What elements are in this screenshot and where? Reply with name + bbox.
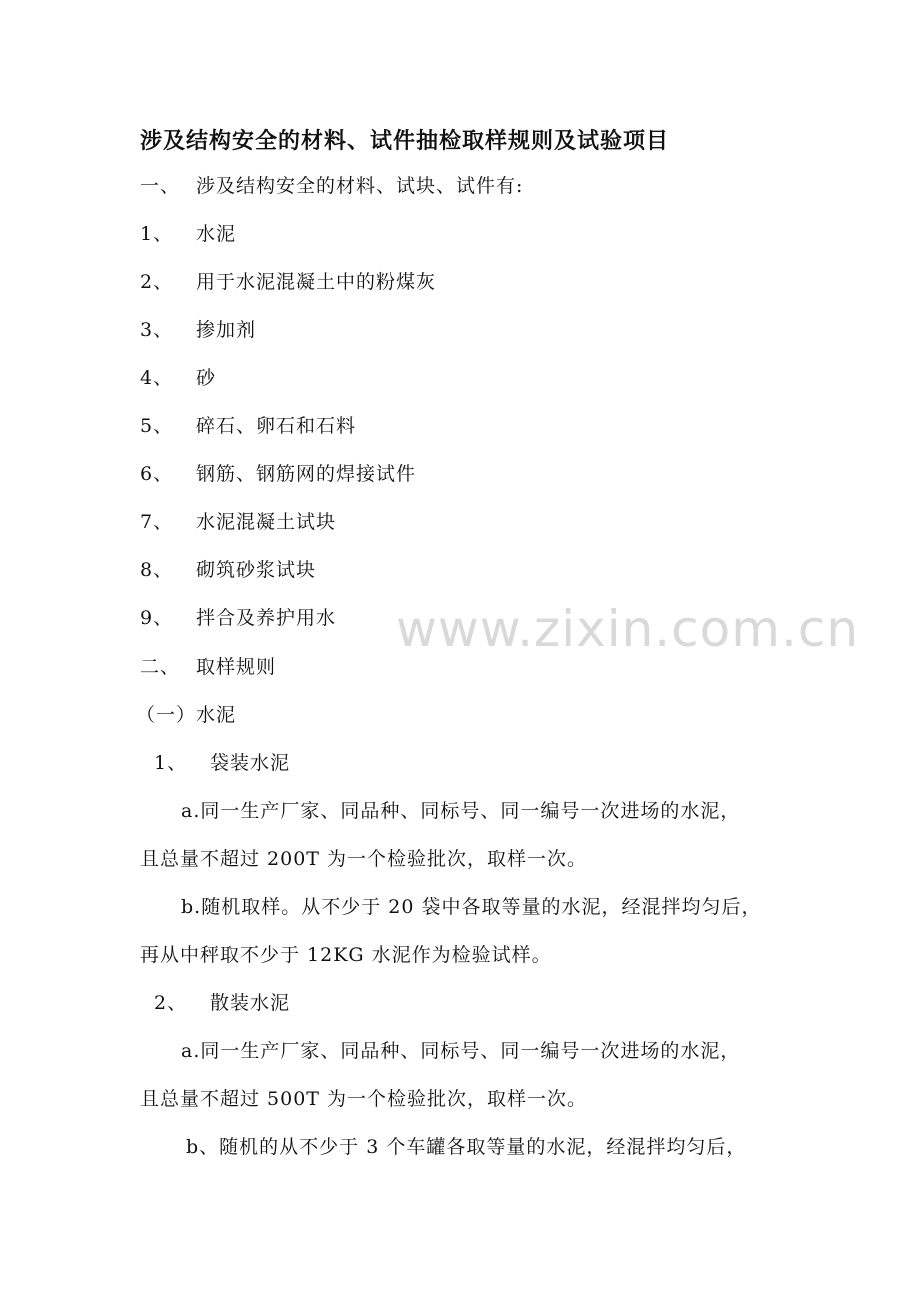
- list-item-text: 掺加剂: [196, 319, 257, 341]
- list-item-text: 碎石、卵石和石料: [196, 415, 357, 437]
- list-item: [140, 414, 356, 438]
- list-item-text: 拌合及养护用水: [196, 607, 337, 629]
- list-item-number: 8、: [140, 559, 174, 581]
- section-2-text: 取样规则: [196, 656, 277, 678]
- list-item: [140, 510, 336, 534]
- bagged-cement-title: 袋装水泥: [210, 752, 291, 774]
- bulk-rule-b-line-1: b、随机的从不少于 3 个车罐各取等量的水泥，经混拌均匀后，: [186, 1136, 747, 1158]
- list-item-text: 用于水泥混凝土中的粉煤灰: [196, 271, 437, 293]
- list-item-number: 1、: [140, 223, 174, 245]
- bagged-rule-b-line-2: 再从中秤取不少于 12KG 水泥作为检验试样。: [140, 944, 552, 966]
- list-item: [140, 222, 236, 246]
- list-item-text: 砌筑砂浆试块: [196, 559, 317, 581]
- bagged-rule-b-line-1: b.随机取样。从不少于 20 袋中各取等量的水泥，经混拌均匀后，: [181, 896, 762, 918]
- list-item: [140, 558, 316, 582]
- bulk-cement-number: 2、: [154, 992, 188, 1014]
- list-item-number: 3、: [140, 319, 174, 341]
- section-1-text: 涉及结构安全的材料、试块、试件有:: [196, 175, 524, 197]
- list-item-text: 砂: [196, 367, 217, 389]
- bulk-rule-a-line-2: 且总量不超过 500T 为一个检验批次，取样一次。: [140, 1088, 588, 1110]
- bulk-cement-heading: [154, 991, 290, 1015]
- watermark: www.zixin.com.cn: [396, 600, 860, 658]
- list-item: [140, 270, 436, 294]
- bagged-cement-heading: [154, 751, 290, 775]
- list-item-text: 钢筋、钢筋网的焊接试件: [196, 463, 417, 485]
- bulk-cement-title: 散装水泥: [210, 992, 291, 1014]
- list-item-text: 水泥混凝土试块: [196, 511, 337, 533]
- section-1-heading: [140, 174, 523, 198]
- list-item-number: 4、: [140, 367, 174, 389]
- section-2-number: 二、: [140, 656, 181, 678]
- list-item-number: 5、: [140, 415, 174, 437]
- bagged-rule-a-line-1: a.同一生产厂家、同品种、同标号、同一编号一次进场的水泥，: [181, 800, 741, 822]
- bagged-cement-number: 1、: [154, 752, 188, 774]
- document-title: 涉及结构安全的材料、试件抽检取样规则及试验项目: [140, 129, 670, 154]
- list-item: [140, 606, 336, 630]
- list-item: [140, 366, 216, 390]
- list-item-number: 6、: [140, 463, 174, 485]
- list-item: [140, 318, 256, 342]
- list-item-number: 7、: [140, 511, 174, 533]
- bagged-rule-a-line-2: 且总量不超过 200T 为一个检验批次，取样一次。: [140, 848, 588, 870]
- subsection-heading: （一）水泥: [136, 704, 237, 726]
- bulk-rule-a-line-1: a.同一生产厂家、同品种、同标号、同一编号一次进场的水泥，: [181, 1040, 741, 1062]
- list-item-number: 2、: [140, 271, 174, 293]
- list-item-text: 水泥: [196, 223, 237, 245]
- list-item: [140, 462, 416, 486]
- list-item-number: 9、: [140, 607, 174, 629]
- section-2-heading: [140, 655, 276, 679]
- section-1-number: 一、: [140, 175, 181, 197]
